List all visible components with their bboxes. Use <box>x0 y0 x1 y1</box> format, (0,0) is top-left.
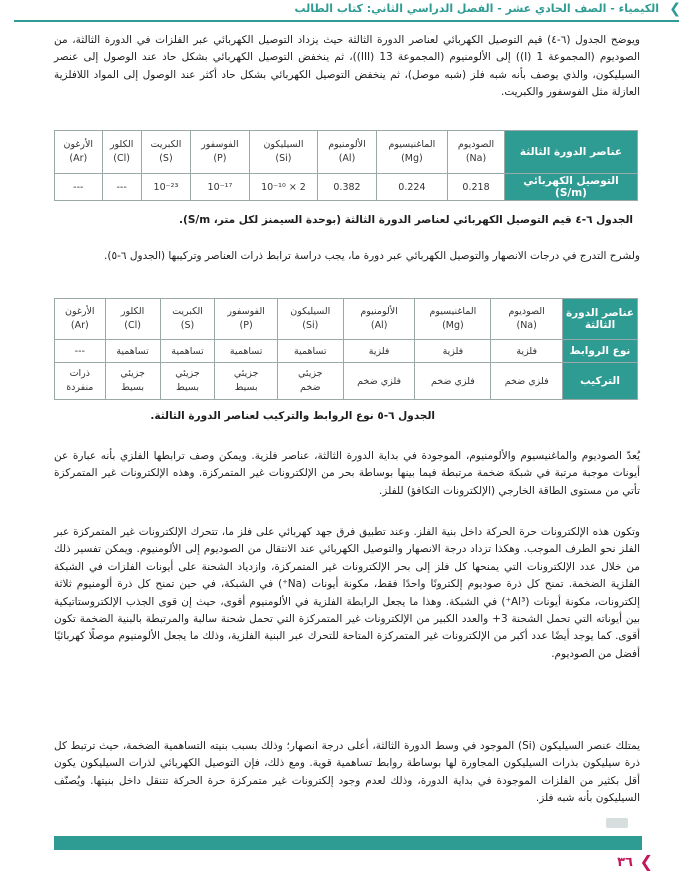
bond-cell: فلزية <box>343 340 415 363</box>
bond-cell: تساهمية <box>277 340 343 363</box>
structure-cell: ذرات منفردة <box>55 363 106 400</box>
paragraph-3: يُعدّ الصوديوم والماغنيسيوم والألومنيوم، الموجودة في بداية الدورة الثالثة، عناصر فلزية. ويمكن وصف ترابطها الفلزي بأنه عبارة عن أيونات موجبة مرتبة في شبكة ضخمة مرتبطة فيما بينها بوساطة بحر من الإلكترونات غير المتمركزة. وهذه الإلكترونات غير المتمركزة تأتي من مستوى الطاقة الخارجي (الإلكترونات التكافؤ) للفلز. <box>54 450 640 497</box>
structure-cell: جزيئي بسيط <box>105 363 160 400</box>
header-divider <box>14 20 679 22</box>
table-row <box>55 299 638 340</box>
conductivity-cell: 0.224 <box>376 174 447 201</box>
page-header <box>0 0 693 22</box>
bond-cell: --- <box>55 340 106 363</box>
bond-cell: تساهمية <box>215 340 277 363</box>
element-cell: الكلور (Cl) <box>102 131 141 174</box>
table-row <box>55 340 638 363</box>
table-row <box>55 363 638 400</box>
bond-cell: تساهمية <box>160 340 215 363</box>
page-number: ٣٦ <box>617 855 633 870</box>
element-cell: السيليكون (Si) <box>277 299 343 340</box>
element-cell: الكبريت (S) <box>141 131 190 174</box>
element-cell: الألومنيوم (Al) <box>343 299 415 340</box>
conductivity-cell: 0.218 <box>448 174 505 201</box>
bond-cell: فلزية <box>415 340 491 363</box>
table-caption-2: الجدول ٦-٥ نوع الروابط والتركيب لعناصر الدورة الثالثة. <box>150 410 435 422</box>
structure-cell: جزيئي ضخم <box>277 363 343 400</box>
element-cell: الصوديوم (Na) <box>448 131 505 174</box>
conductivity-cell: 10⁻¹⁷ <box>191 174 250 201</box>
watermark-stamp <box>606 818 628 828</box>
element-cell: الأرغون (Ar) <box>55 299 106 340</box>
element-cell: السيليكون (Si) <box>249 131 318 174</box>
row-header-structure: التركيب <box>563 363 638 400</box>
element-cell: الفوسفور (P) <box>215 299 277 340</box>
bonding-structure-table <box>54 298 638 400</box>
structure-cell: جزيئي بسيط <box>215 363 277 400</box>
structure-cell: جزيئي بسيط <box>160 363 215 400</box>
structure-cell: فلزي ضخم <box>491 363 563 400</box>
footer-bar <box>54 836 642 850</box>
back-arrow-icon[interactable]: ❮ <box>669 1 681 17</box>
row-header-elements: عناصر الدورة الثالثة <box>505 131 638 174</box>
paragraph-5: يمتلك عنصر السيليكون (Si) الموجود في وسط الدورة الثالثة، أعلى درجة انصهار؛ وذلك بسبب بنيته التساهمية الضخمة، حيث ترتبط كل ذرة سيليكون بذرات السيليكون المجاورة لها بوساطة روابط تساهمية قوية. ومع ذلك، فإن التوصيل الكهربائي لذرات السيليكون يكون أقل بكثير من الفلزات الموجودة في بداية الدورة، وذلك لعدم وجود إلكترونات غير متمركزة حرة الحركة تتنقل داخل بنيتها. ويُصنّف السيليكون بأنه شبه فلز. <box>54 740 640 805</box>
bond-cell: تساهمية <box>105 340 160 363</box>
element-cell: الكلور (Cl) <box>105 299 160 340</box>
paragraph-1: ويوضح الجدول (٦-٤) قيم التوصيل الكهربائي لعناصر الدورة الثالثة حيث يزداد التوصيل الكهربائي عبر الفلزات في الدورة الثالثة، من الصوديوم (المجموعة 1 (I)) إلى الألومنيوم (المجموعة 13 (III))، ثم ينخفض التوصيل الكهربائي بشكل حاد عند الوصول إلى عنصر السيليكون، والذي يوصف بأنه شبه فلز (شبه موصل)، ثم ينخفض التوصيل الكهربائي بشكل حاد أكثر عند الوصول إلى المواد اللافلزية العازلة مثل الفوسفور والكبريت. <box>54 34 640 99</box>
conductivity-cell: 0.382 <box>318 174 377 201</box>
table-row <box>55 174 638 201</box>
row-header-elements: عناصر الدورة الثالثة <box>563 299 638 340</box>
header-title: الكيمياء - الصف الحادي عشر - الفصل الدراسي الثاني: كتاب الطالب <box>294 2 659 15</box>
element-cell: الماغنيسيوم (Mg) <box>376 131 447 174</box>
structure-cell: فلزي ضخم <box>343 363 415 400</box>
structure-cell: فلزي ضخم <box>415 363 491 400</box>
table-row <box>55 131 638 174</box>
element-cell: الألومنيوم (Al) <box>318 131 377 174</box>
element-cell: الماغنيسيوم (Mg) <box>415 299 491 340</box>
conductivity-cell: --- <box>55 174 103 201</box>
conductivity-table <box>54 130 638 201</box>
conductivity-cell: 10⁻²³ <box>141 174 190 201</box>
row-header-bond: نوع الروابط <box>563 340 638 363</box>
table-caption-1: الجدول ٦-٤ قيم التوصيل الكهربائي لعناصر الدورة الثالثة (بوحدة السيمنز لكل متر، S/m). <box>179 214 633 226</box>
element-cell: الفوسفور (P) <box>191 131 250 174</box>
conductivity-cell: --- <box>102 174 141 201</box>
paragraph-4: وتكون هذه الإلكترونات حرة الحركة داخل بنية الفلز. وعند تطبيق فرق جهد كهربائي على فلز ما، تتحرك الإلكترونات غير المتمركزة عبر الفلز نحو الطرف الموجب. وهكذا تزداد درجة الانصهار والتوصيل الكهربائي عند الانتقال من الصوديوم إلى الألومنيوم. ويمكن تفسير ذلك من خلال عدد الإلكترونات التي يمنحها كل فلز إلى بحر الإلكترونات غير المتمركزة، وازدياد الشحنة على أيونات الفلزات في الشبكة الفلزية الضخمة. تمنح كل ذرة صوديوم إلكترونًا واحدًا فقط، مكونة أيونات (Na⁺) في الشبكة، في حين تمنح كل ذرة ألومنيوم ثلاثة إلكترونات، مكونة أيونات (Al³⁺) في الشبكة. وهذا ما يجعل الرابطة الفلزية في الألومنيوم أقوى، حيث إن قوى الجذب الإلكتروستاتيكية بين أيوناته التي تحمل الشحنة 3+ والعدد الكبير من الإلكترونات غير المتمركزة التي تحمل شحنة سالبة والمرتبطة بالبنية الضخمة تكون أقوى. كما يوجد أيضًا عدد أكبر من الإلكترونات غير المتمركزة المتاحة للتحرك عبر البنية الفلزية، وذلك ما يجعل الألومنيوم موصلًا كهربائيًا أفضل من الصوديوم. <box>54 526 641 660</box>
bond-cell: فلزية <box>491 340 563 363</box>
paragraph-2: ولشرح التدرج في درجات الانصهار والتوصيل الكهربائي عبر دورة ما، يجب دراسة ترابط ذرات العناصر وتركيبها (الجدول ٦-٥). <box>104 250 640 262</box>
element-cell: الكبريت (S) <box>160 299 215 340</box>
element-cell: الأرغون (Ar) <box>55 131 103 174</box>
conductivity-cell: 2 × 10⁻¹⁰ <box>249 174 318 201</box>
prev-page-arrow-icon[interactable]: ❮ <box>639 852 653 871</box>
row-header-conductivity: التوصيل الكهربائي (S/m) <box>505 174 638 201</box>
element-cell: الصوديوم (Na) <box>491 299 563 340</box>
